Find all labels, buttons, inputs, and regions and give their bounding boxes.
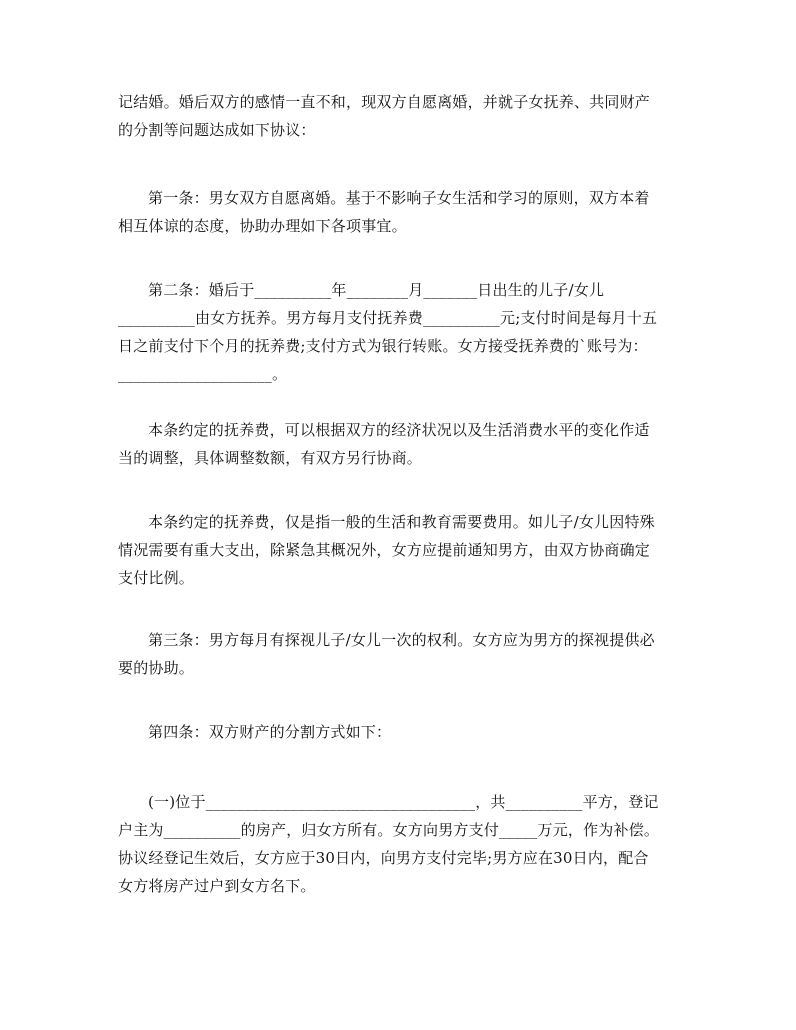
paragraph-line: 要的协助。 [118,659,195,677]
paragraph-line: 第三条：男方每月有探视儿子/女儿一次的权利。女方应为男方的探视提供必 [148,631,655,649]
paragraph-line: 第二条：婚后于__________年________月_______日出生的儿子/女儿 [148,281,605,299]
paragraph-article-1 [118,184,678,240]
paragraph-line: 的分割等问题达成如下协议： [118,121,316,139]
paragraph-line: 第四条：双方财产的分割方式如下： [148,723,392,741]
paragraph-line: 相互体谅的态度，协助办理如下各项事宜。 [118,217,407,235]
paragraph-line: 记结婚。婚后双方的感情一直不和，现双方自愿离婚，并就子女抚养、共同财产 [118,93,651,111]
paragraph-line: 支付比例。 [118,569,195,587]
paragraph-article-3 [118,626,678,682]
paragraph-line: 当的调整，具体调整数额，有双方另行协商。 [118,449,423,467]
paragraph-article-4 [118,718,678,746]
paragraph-property-clause [118,788,678,900]
paragraph-line: 协议经登记生效后，女方应于30日内，向男方支付完毕;男方应在30日内，配合 [118,849,649,867]
paragraph-support-scope [118,508,678,592]
paragraph-line: 第一条：男女双方自愿离婚。基于不影响子女生活和学习的原则，双方本着 [148,189,650,207]
paragraph-article-2 [118,276,678,388]
paragraph-line: 日之前支付下个月的抚养费;支付方式为银行转账。女方接受抚养费的`账号为： [118,337,648,355]
paragraph-line: 本条约定的抚养费，仅是指一般的生活和教育需要费用。如儿子/女儿因特殊 [148,513,655,531]
paragraph-line: (一)位于___________________________________，共__________平方，登记 [148,793,659,811]
paragraph-line: 本条约定的抚养费，可以根据双方的经济状况以及生活消费水平的变化作适 [148,421,650,439]
paragraph-line: 户主为__________的房产，归女方所有。女方向男方支付_____万元，作为补偿。 [118,821,660,839]
paragraph-line: 女方将房产过户到女方名下。 [118,877,316,895]
paragraph-line: ____________________。 [118,365,288,383]
paragraph-line: 情况需要有重大支出，除紧急其概况外，女方应提前通知男方，由双方协商确定 [118,541,651,559]
paragraph-support-adjustment [118,416,678,472]
paragraph-line: __________由女方抚养。男方每月支付抚养费__________元;支付时间是每月十五 [118,309,658,327]
paragraph-intro [118,88,678,144]
